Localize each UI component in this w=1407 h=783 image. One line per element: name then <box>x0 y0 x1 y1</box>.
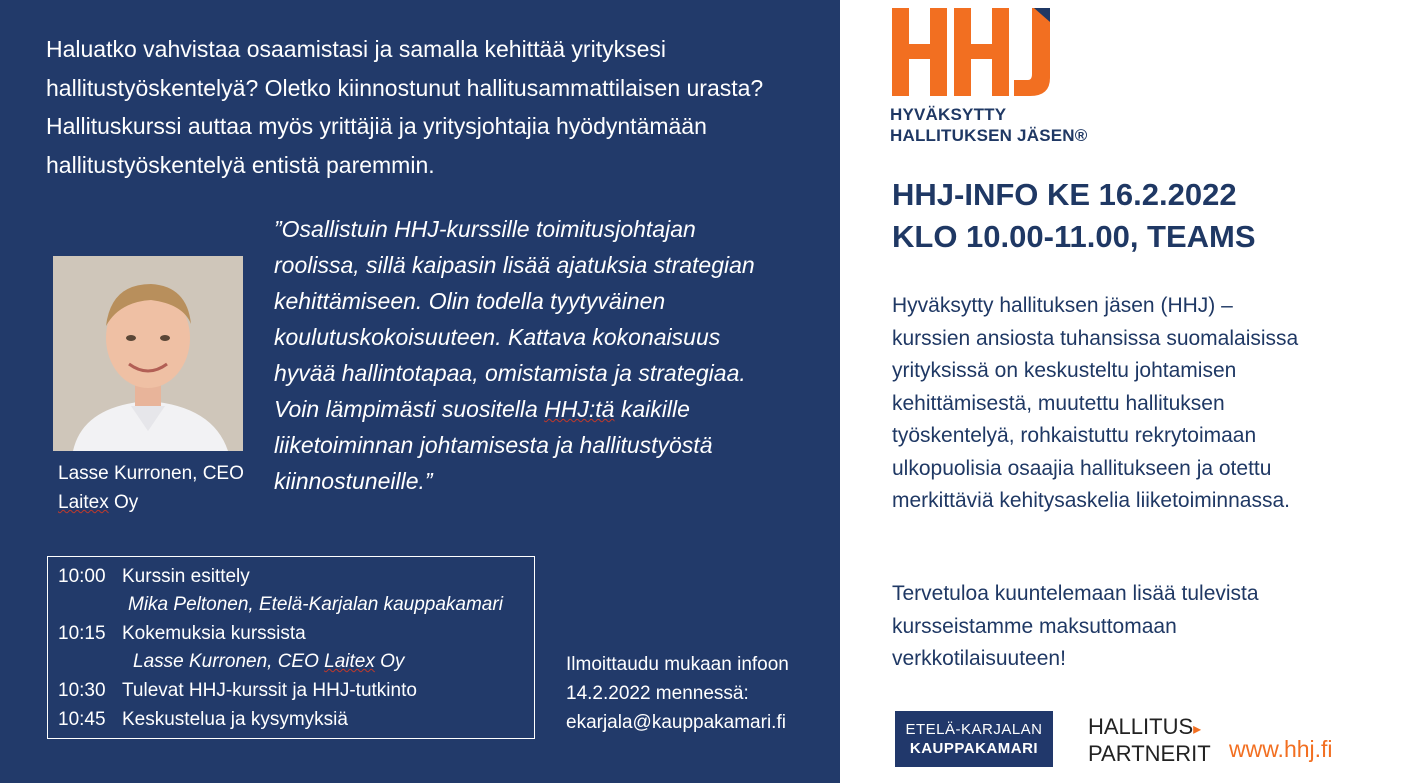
testimonial-quote <box>274 211 764 499</box>
event-heading <box>892 174 1256 258</box>
logo-line2: HALLITUKSEN JÄSEN® <box>890 126 1088 145</box>
hallitus-line2: PARTNERIT <box>1088 741 1211 766</box>
portrait-illustration <box>53 256 243 451</box>
agenda-title: Tulevat HHJ-kurssit ja HHJ-tutkinto <box>122 680 417 701</box>
agenda-title: Kokemuksia kurssista <box>122 623 306 644</box>
agenda-item <box>58 679 417 703</box>
website-link[interactable]: www.hhj.fi <box>1229 736 1333 762</box>
agenda-box <box>47 556 535 739</box>
agenda-time: 10:00 <box>58 566 106 587</box>
agenda-title: Kurssin esittely <box>122 566 250 587</box>
welcome-text: Tervetuloa kuuntelemaan lisää tulevista kursseistamme maksuttomaan verkkotilaisuuteen! <box>892 582 1259 670</box>
agenda-speaker-pre: Lasse Kurronen, CEO <box>133 651 325 672</box>
agenda-time: 10:30 <box>58 680 106 701</box>
kauppakamari-line2: KAUPPAKAMARI <box>909 740 1039 757</box>
hallitus-line1 <box>1088 715 1211 742</box>
agenda-title: Keskustelua ja kysymyksiä <box>122 709 348 730</box>
quote-part2: kaikille liiketoiminnan johtamisesta ja hallitustyöstä kiinnostuneille.” <box>274 396 713 494</box>
agenda-speaker <box>133 651 404 673</box>
hallitus-word: HALLITUS <box>1088 714 1194 739</box>
quote-part1: ”Osallistuin HHJ-kurssille toimitusjohtajan roolissa, sillä kaipasin lisää ajatuksia strategian kehittämiseen. Olin todella tyytyväinen koulutuskokoisuuteen. Kattava kokonaisuus hyvää hallintotapaa, omistamista ja strategiaa. Voin lämpimästi suositella <box>274 216 755 422</box>
caption-company-line <box>58 488 244 517</box>
agenda-item <box>58 565 250 589</box>
register-deadline: 14.2.2022 mennessä: <box>566 683 749 704</box>
register-email[interactable]: ekarjala@kauppakamari.fi <box>566 712 786 733</box>
caption-name: Lasse Kurronen, CEO <box>58 463 244 484</box>
kauppakamari-logo <box>895 711 1053 767</box>
agenda-item <box>58 708 348 732</box>
agenda-item <box>58 622 306 646</box>
agenda-time: 10:45 <box>58 709 106 730</box>
kauppakamari-line1: ETELÄ-KARJALAN <box>905 721 1043 738</box>
description-text: Hyväksytty hallituksen jäsen (HHJ) – kurssien ansiosta tuhansissa suomalaisissa yrityksissä on keskusteltu johtamisen kehittämisestä, muutettu hallituksen työskentelyä, rohkaistuttu rekrytoimaan ulkopuolisia osaajia hallitukseen ja otettu merkittäviä kehitysaskelia liiketoiminnassa. <box>892 294 1299 512</box>
register-line: Ilmoittaudu mukaan infoon <box>566 654 789 675</box>
event-time: KLO 10.00-11.00, TEAMS <box>892 219 1256 254</box>
orange-dot-icon: ▸ <box>1193 721 1202 738</box>
hhj-logo-text <box>890 104 1087 146</box>
logo-line1: HYVÄKSYTTY <box>890 105 1007 124</box>
photo-caption <box>58 459 244 517</box>
intro-text: Haluatko vahvistaa osaamistasi ja samalla kehittää yrityksesi hallitustyöskentelyä? Oletko kiinnostunut hallitusammattilaisen urasta? Hallituskurssi auttaa myös yrittäjiä ja yritysjohtajia hyödyntämään hallitustyöskentelyä entistä paremmin. <box>46 36 764 178</box>
agenda-speaker-company: Laitex <box>324 651 375 672</box>
portrait-photo <box>53 256 243 451</box>
event-date: HHJ-INFO KE 16.2.2022 <box>892 177 1237 212</box>
right-panel <box>840 0 1407 783</box>
agenda-speaker-post: Oy <box>374 651 405 672</box>
registration-info <box>566 650 789 737</box>
caption-company: Laitex <box>58 492 109 513</box>
agenda-speaker: Mika Peltonen, Etelä-Karjalan kauppakamari <box>128 594 503 615</box>
agenda-time: 10:15 <box>58 623 106 644</box>
hallituspartnerit-logo <box>1088 715 1211 766</box>
quote-highlight: HHJ:tä <box>544 396 615 422</box>
caption-company-suffix: Oy <box>108 492 139 513</box>
